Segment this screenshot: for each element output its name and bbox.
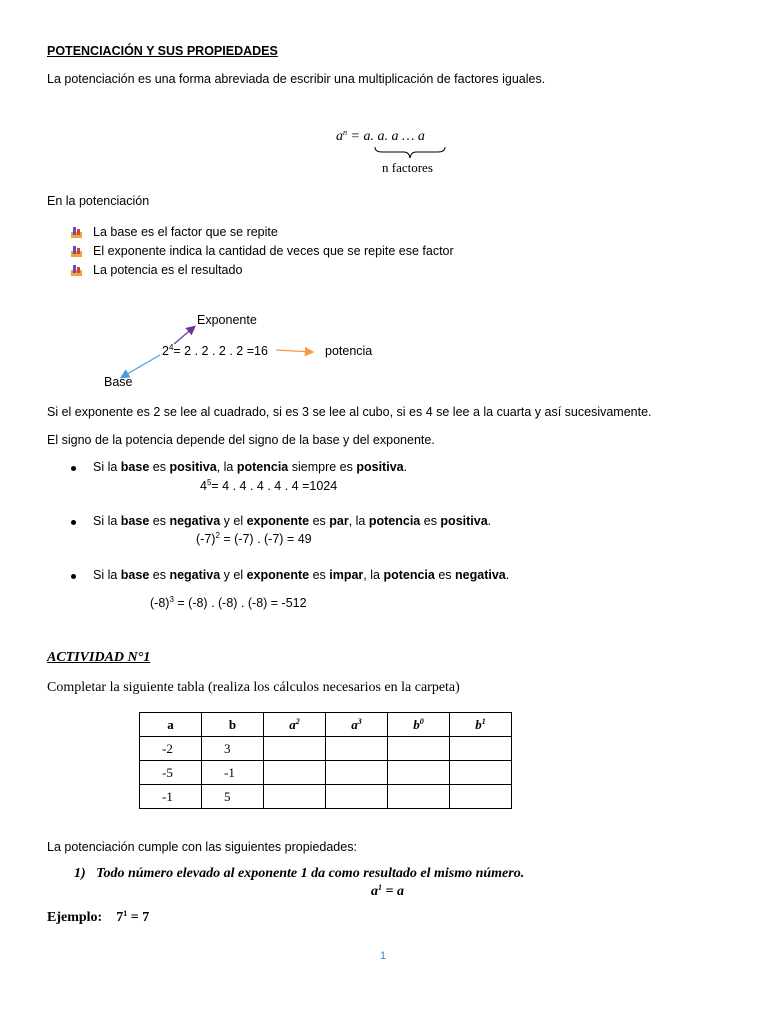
- table-cell-empty[interactable]: [450, 785, 512, 809]
- table-cell: 3: [202, 737, 264, 761]
- rule-negative-even: Si la base es negativa y el exponente es par, la potencia es positiva.: [93, 514, 492, 528]
- table-cell: -5: [140, 761, 202, 785]
- formula: [336, 129, 425, 145]
- table-header-cell: $b^1$: [450, 713, 512, 737]
- ejemplo-result: = 7: [127, 910, 150, 925]
- bullet-icon: [70, 264, 83, 277]
- bullet-icon: [70, 226, 83, 239]
- intro-text: La potenciación es una forma abreviada de escribir una multiplicación de factores iguales.: [47, 72, 546, 86]
- property-1: [74, 866, 524, 882]
- ejemplo-base: 7: [116, 910, 124, 925]
- ejemplo-label: Ejemplo:: [47, 910, 103, 925]
- table-cell-empty[interactable]: [326, 737, 388, 761]
- table-cell-empty[interactable]: [326, 761, 388, 785]
- rule-negative-odd: Si la base es negativa y el exponente es impar, la potencia es negativa.: [93, 568, 510, 582]
- table-header-cell: $a^2$: [264, 713, 326, 737]
- table-row: [140, 785, 512, 809]
- potencia-label: potencia: [325, 344, 373, 358]
- rule-example: $(-8)^3 = (-8)$ . (-8) . (-8) = -512: [150, 595, 307, 610]
- underbrace: [374, 146, 446, 160]
- formula-exponent: n: [343, 128, 347, 137]
- table-cell-empty[interactable]: [264, 761, 326, 785]
- table-row: [140, 737, 512, 761]
- property-number: 1): [74, 866, 86, 881]
- table-cell-empty[interactable]: [388, 737, 450, 761]
- page-number: 1: [380, 950, 387, 962]
- exponente-label: Exponente: [197, 313, 257, 327]
- bullet-icon: [70, 245, 83, 258]
- diagram-arrows: [100, 320, 330, 390]
- ejemplo: [47, 910, 149, 926]
- formula-rhs: = a. a. a … a: [350, 129, 425, 144]
- bullet-dot: [71, 574, 76, 579]
- table-header-cell: $a^3$: [326, 713, 388, 737]
- table-cell-empty[interactable]: [388, 785, 450, 809]
- definition-item: La potencia es el resultado: [93, 263, 243, 277]
- brace-label: n factores: [382, 160, 433, 175]
- property-1-formula: $a^1 = a$: [371, 883, 404, 899]
- table-cell: -2: [140, 737, 202, 761]
- page-title: POTENCIACIÓN Y SUS PROPIEDADES: [47, 44, 278, 58]
- actividad-instruction: Completar la siguiente tabla (realiza los cálculos necesarios en la carpeta): [47, 680, 460, 695]
- ejemplo-exponent: 1: [123, 909, 128, 918]
- table-cell-empty[interactable]: [450, 737, 512, 761]
- rule-positive-base: Si la base es positiva, la potencia siempre es positiva.: [93, 460, 408, 474]
- rule-example: $(-7)^2 = (-7)$ . (-7) = 49: [196, 531, 312, 546]
- expr-rest: = 2 . 2 . 2 . 2 =16: [173, 344, 268, 358]
- table-cell-empty[interactable]: [264, 737, 326, 761]
- rule-example: $4^5= 4$ . 4 . 4 . 4 . 4 =1024: [200, 478, 338, 493]
- actividad-title: ACTIVIDAD N°1: [47, 650, 151, 665]
- table-cell-empty[interactable]: [326, 785, 388, 809]
- en-potenciacion: En la potenciación: [47, 194, 150, 208]
- table-header-row: [140, 713, 512, 737]
- table-header-cell: a: [140, 713, 202, 737]
- activity-table: [139, 712, 512, 809]
- table-cell-empty[interactable]: [264, 785, 326, 809]
- signo-text: El signo de la potencia depende del signo de la base y del exponente.: [47, 433, 435, 447]
- table-row: [140, 761, 512, 785]
- propiedades-intro: La potenciación cumple con las siguientes propiedades:: [47, 840, 357, 854]
- property-text: Todo número elevado al exponente 1 da como resultado el mismo número.: [96, 866, 525, 881]
- bullet-dot: [71, 520, 76, 525]
- potencia-arrow: [276, 350, 312, 352]
- definition-item: El exponente indica la cantidad de veces que se repite ese factor: [93, 244, 454, 258]
- bullet-dot: [71, 466, 76, 471]
- table-cell-empty[interactable]: [388, 761, 450, 785]
- definition-item: La base es el factor que se repite: [93, 225, 278, 239]
- base-label: Base: [104, 375, 133, 389]
- table-cell: 5: [202, 785, 264, 809]
- base-arrow: [122, 355, 160, 377]
- lectura-text: Si el exponente es 2 se lee al cuadrado, si es 3 se lee al cubo, si es 4 se lee a la cuarta y así sucesivamente.: [47, 405, 652, 419]
- table-header-cell: $b^0$: [388, 713, 450, 737]
- exponente-arrow: [174, 327, 194, 344]
- expr-base: 2: [162, 344, 169, 358]
- formula-base: a: [336, 129, 343, 144]
- table-header-cell: b: [202, 713, 264, 737]
- table-cell: -1: [202, 761, 264, 785]
- table-cell-empty[interactable]: [450, 761, 512, 785]
- expr-exponent: 4: [168, 343, 174, 352]
- table-cell: -1: [140, 785, 202, 809]
